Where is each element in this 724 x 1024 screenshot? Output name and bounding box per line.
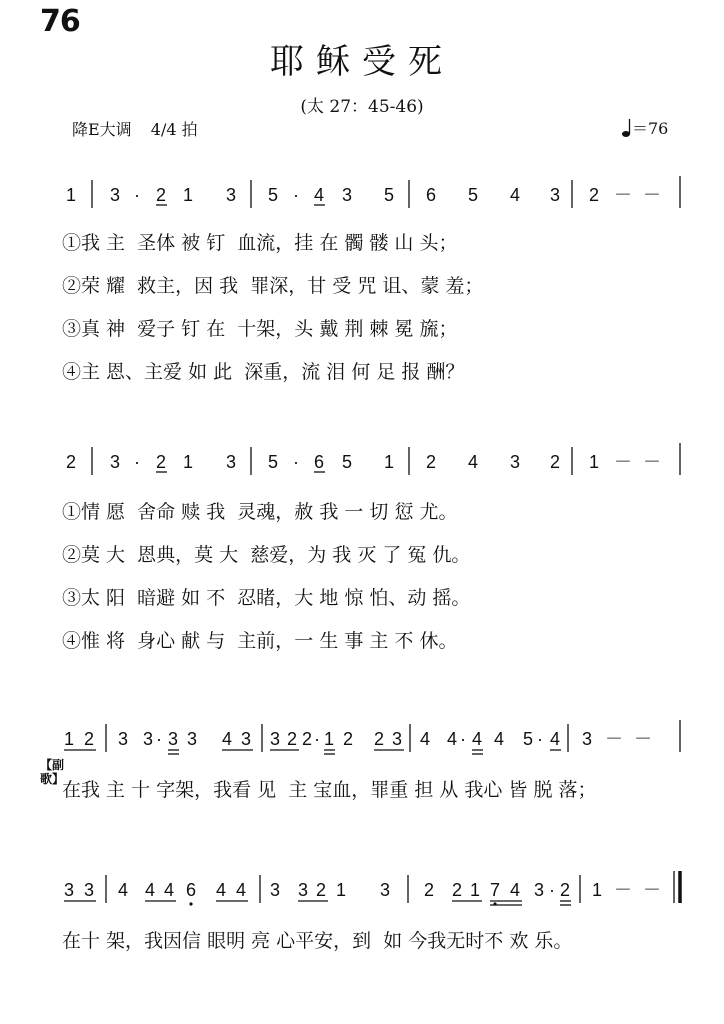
note: 3 [510,452,521,472]
note: 1 [336,880,347,900]
note: 6 [426,185,437,205]
note: 6 [314,452,325,472]
note: 3 [143,729,154,749]
note: － [643,452,661,472]
chorus-lyric-1: 在我 主 十 字架，我看 见 主 宝血，罪重 担 从 我心 皆 脱 落； [62,779,597,801]
time-signature: 4/4 拍 [150,120,198,139]
note: － [614,880,632,900]
note: 3 [110,452,121,472]
note: 1 [384,452,395,472]
note: 3 [84,880,95,900]
note: 1 [324,729,335,749]
note: 1 [592,880,603,900]
note: 2 [550,452,561,472]
note: 4 [118,880,129,900]
note: 4 [420,729,431,749]
note: 2 [589,185,600,205]
note: 3 [64,880,75,900]
tempo-value: ＝76 [632,119,669,138]
note: 1 [470,880,481,900]
note: 4 [510,880,521,900]
note: － [614,452,632,472]
note: 1 [66,185,77,205]
chorus-lyric-2: 在十 架，我因信 眼明 亮 心平安，到 如 今我无时不 欢 乐。 [62,930,573,952]
chorus-label: 【副歌】 [40,758,65,786]
verse-line-1b: ①情 愿 舍命 赎 我 灵魂，赦 我 一 切 愆 尤。 [62,501,458,523]
note: 2 [560,880,571,900]
note: · [293,452,299,472]
note: 3 [270,880,281,900]
note: 2 [316,880,327,900]
note: 5 [342,452,353,472]
note: · [134,185,140,205]
note: 2 [343,729,354,749]
key: 降E大调 [72,120,132,139]
note: 4 [494,729,505,749]
note: 3 [226,185,237,205]
note: · [134,452,140,472]
note: 5 [268,452,279,472]
note: · [537,729,543,749]
verse-line-2a: ②荣 耀 救主，因 我 罪深，甘 受 咒 诅、蒙 羞； [62,275,484,297]
note: 2 [302,729,313,749]
verse-line-3b: ③太 阳 暗避 如 不 忍睹，大 地 惊 怕、动 摇。 [62,587,471,609]
note: 2 [426,452,437,472]
note: 4 [236,880,247,900]
note: · [156,729,162,749]
note: 3 [582,729,593,749]
note: 1 [589,452,600,472]
note: 2 [66,452,77,472]
note: 2 [452,880,463,900]
page-number: 76 [40,4,80,39]
note: 2 [287,729,298,749]
note: 2 [156,185,167,205]
note: 2 [156,452,167,472]
note: 1 [183,452,194,472]
notation-line-2 [66,443,680,475]
note: 3 [187,729,198,749]
note: － [643,880,661,900]
note: 3 [392,729,403,749]
verse-line-3a: ③真 神 爱子 钉 在 十架，头 戴 荆 棘 冕 旒； [62,318,458,340]
note: 2 [374,729,385,749]
note: 3 [241,729,252,749]
note: 3 [110,185,121,205]
note: 4 [216,880,227,900]
note: 4 [550,729,561,749]
note: 5 [384,185,395,205]
note: 4 [164,880,175,900]
verse-line-4a: ④主 恩、主爱 如 此 深重，流 泪 何 足 报 酬？ [62,361,465,383]
note: · [549,880,555,900]
note: － [643,185,661,205]
verse-line-1a: ①我 主 圣体 被 钉 血流，挂 在 髑 髅 山 头； [62,232,458,254]
note: 1 [183,185,194,205]
note: 6 [186,880,197,900]
note: 2 [84,729,95,749]
note: · [293,185,299,205]
note: － [605,729,623,749]
scripture-reference: (太 27：45-46) [300,97,424,117]
note: 3 [226,452,237,472]
note: 3 [168,729,179,749]
note: 2 [424,880,435,900]
note: 3 [380,880,391,900]
note: 4 [510,185,521,205]
note: 5 [268,185,279,205]
notation-line-4 [64,871,680,906]
notation-line-3 [64,720,680,754]
note: 3 [342,185,353,205]
notation-line-1 [66,176,680,208]
note: 4 [314,185,325,205]
note: 4 [222,729,233,749]
note: 7 [490,880,501,900]
note: 4 [468,452,479,472]
note: 3 [270,729,281,749]
note: － [614,185,632,205]
note: · [314,729,320,749]
note: · [460,729,466,749]
verse-line-2b: ②莫 大 恩典，莫 大 慈爱，为 我 灭 了 冤 仇。 [62,544,471,566]
note: 3 [298,880,309,900]
note: 5 [468,185,479,205]
verse-line-4b: ④惟 将 身心 献 与 主前，一 生 事 主 不 休。 [62,630,458,652]
note: 1 [64,729,75,749]
note: 4 [145,880,156,900]
note: 4 [447,729,458,749]
note: 3 [550,185,561,205]
note: － [634,729,652,749]
note: 4 [472,729,483,749]
song-title: 耶稣受死 [270,42,454,82]
note: 3 [534,880,545,900]
note: 3 [118,729,129,749]
note: 5 [523,729,534,749]
